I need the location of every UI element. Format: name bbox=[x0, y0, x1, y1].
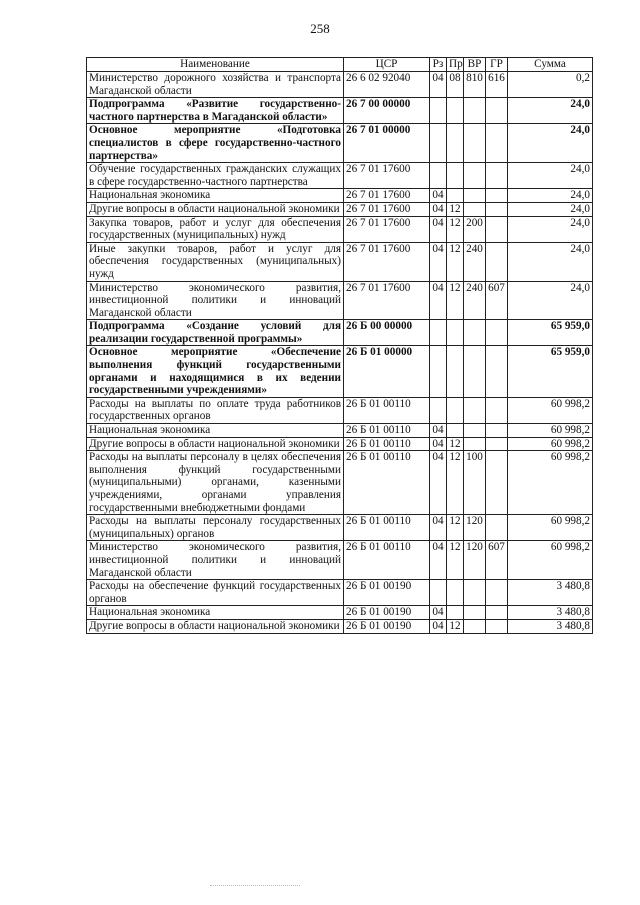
cell-rz bbox=[430, 320, 447, 346]
table-row bbox=[87, 216, 593, 242]
cell-csr: 26 6 02 92040 bbox=[344, 72, 430, 98]
table-row bbox=[87, 320, 593, 346]
cell-rz: 04 bbox=[430, 281, 447, 320]
cell-pr: 12 bbox=[447, 216, 464, 242]
cell-sum: 24,0 bbox=[508, 124, 593, 163]
cell-vr bbox=[464, 189, 486, 203]
cell-pr bbox=[447, 98, 464, 124]
cell-csr: 26 7 00 00000 bbox=[344, 98, 430, 124]
cell-gr bbox=[486, 619, 508, 633]
cell-name: Национальная экономика bbox=[87, 606, 344, 620]
cell-rz: 04 bbox=[430, 216, 447, 242]
cell-name: Основное мероприятие «Обеспечение выполнения функций государственными органами и находящимися в их ведении государственными учреждениями» bbox=[87, 346, 344, 397]
cell-name: Министерство экономического развития, инвестиционной политики и инноваций Магаданской области bbox=[87, 541, 344, 580]
cell-sum: 3 480,8 bbox=[508, 580, 593, 606]
cell-pr: 12 bbox=[447, 619, 464, 633]
cell-vr bbox=[464, 124, 486, 163]
cell-name: Другие вопросы в области национальной экономики bbox=[87, 202, 344, 216]
cell-rz: 04 bbox=[430, 541, 447, 580]
table-row bbox=[87, 346, 593, 397]
cell-csr: 26 Б 01 00190 bbox=[344, 619, 430, 633]
cell-rz bbox=[430, 98, 447, 124]
cell-sum: 24,0 bbox=[508, 189, 593, 203]
cell-gr bbox=[486, 424, 508, 438]
cell-gr bbox=[486, 98, 508, 124]
cell-rz: 04 bbox=[430, 606, 447, 620]
cell-gr bbox=[486, 451, 508, 515]
cell-name: Основное мероприятие «Подготовка специалистов в сфере государственно-частного партнерства» bbox=[87, 124, 344, 163]
cell-vr bbox=[464, 397, 486, 423]
cell-csr: 26 7 01 17600 bbox=[344, 281, 430, 320]
table-row bbox=[87, 606, 593, 620]
cell-name: Национальная экономика bbox=[87, 189, 344, 203]
cell-csr: 26 Б 01 00190 bbox=[344, 580, 430, 606]
cell-rz: 04 bbox=[430, 202, 447, 216]
cell-vr bbox=[464, 424, 486, 438]
cell-vr: 120 bbox=[464, 541, 486, 580]
table-row bbox=[87, 163, 593, 189]
cell-csr: 26 Б 01 00110 bbox=[344, 451, 430, 515]
cell-name: Иные закупки товаров, работ и услуг для обеспечения государственных (муниципальных) нужд bbox=[87, 242, 344, 281]
cell-rz: 04 bbox=[430, 242, 447, 281]
table-row bbox=[87, 424, 593, 438]
cell-vr: 100 bbox=[464, 451, 486, 515]
cell-gr bbox=[486, 202, 508, 216]
table-row bbox=[87, 541, 593, 580]
cell-sum: 3 480,8 bbox=[508, 619, 593, 633]
table-row bbox=[87, 437, 593, 451]
cell-name: Расходы на выплаты персоналу государственных (муниципальных) органов bbox=[87, 515, 344, 541]
cell-rz: 04 bbox=[430, 619, 447, 633]
table-row bbox=[87, 124, 593, 163]
cell-pr: 12 bbox=[447, 202, 464, 216]
cell-rz: 04 bbox=[430, 515, 447, 541]
cell-sum: 60 998,2 bbox=[508, 451, 593, 515]
cell-pr bbox=[447, 163, 464, 189]
cell-name: Другие вопросы в области национальной экономики bbox=[87, 437, 344, 451]
cell-gr bbox=[486, 242, 508, 281]
table-row bbox=[87, 281, 593, 320]
cell-vr: 810 bbox=[464, 72, 486, 98]
cell-gr bbox=[486, 346, 508, 397]
header-vr: ВР bbox=[464, 58, 486, 72]
cell-csr: 26 7 01 17600 bbox=[344, 163, 430, 189]
cell-name: Закупка товаров, работ и услуг для обеспечения государственных (муниципальных) нужд bbox=[87, 216, 344, 242]
cell-sum: 3 480,8 bbox=[508, 606, 593, 620]
cell-csr: 26 Б 01 00110 bbox=[344, 424, 430, 438]
cell-csr: 26 Б 01 00110 bbox=[344, 397, 430, 423]
cell-gr bbox=[486, 124, 508, 163]
cell-csr: 26 7 01 17600 bbox=[344, 189, 430, 203]
cell-vr bbox=[464, 320, 486, 346]
cell-pr: 12 bbox=[447, 515, 464, 541]
cell-gr bbox=[486, 189, 508, 203]
table-row bbox=[87, 619, 593, 633]
cell-csr: 26 Б 01 00000 bbox=[344, 346, 430, 397]
header-sum: Сумма bbox=[508, 58, 593, 72]
cell-vr: 120 bbox=[464, 515, 486, 541]
header-csr: ЦСР bbox=[344, 58, 430, 72]
cell-pr bbox=[447, 124, 464, 163]
budget-table bbox=[86, 57, 593, 634]
footer-rule bbox=[210, 885, 300, 886]
cell-rz: 04 bbox=[430, 437, 447, 451]
header-gr: ГР bbox=[486, 58, 508, 72]
table-row bbox=[87, 202, 593, 216]
cell-vr: 200 bbox=[464, 216, 486, 242]
cell-vr bbox=[464, 98, 486, 124]
cell-pr: 12 bbox=[447, 541, 464, 580]
cell-gr bbox=[486, 320, 508, 346]
cell-pr bbox=[447, 346, 464, 397]
cell-csr: 26 7 01 17600 bbox=[344, 202, 430, 216]
cell-pr: 12 bbox=[447, 451, 464, 515]
cell-vr bbox=[464, 202, 486, 216]
cell-sum: 0,2 bbox=[508, 72, 593, 98]
header-pr: Пр bbox=[447, 58, 464, 72]
cell-pr: 12 bbox=[447, 242, 464, 281]
cell-vr bbox=[464, 346, 486, 397]
table-row bbox=[87, 189, 593, 203]
cell-pr: 12 bbox=[447, 437, 464, 451]
cell-name: Министерство дорожного хозяйства и транспорта Магаданской области bbox=[87, 72, 344, 98]
cell-gr bbox=[486, 580, 508, 606]
header-row bbox=[87, 58, 593, 72]
cell-pr: 12 bbox=[447, 281, 464, 320]
table-row bbox=[87, 98, 593, 124]
table-row bbox=[87, 580, 593, 606]
cell-csr: 26 Б 01 00110 bbox=[344, 437, 430, 451]
cell-pr bbox=[447, 606, 464, 620]
cell-sum: 60 998,2 bbox=[508, 541, 593, 580]
cell-name: Министерство экономического развития, инвестиционной политики и инноваций Магаданской области bbox=[87, 281, 344, 320]
cell-csr: 26 Б 01 00110 bbox=[344, 541, 430, 580]
table-header bbox=[87, 58, 593, 72]
cell-rz bbox=[430, 163, 447, 189]
cell-name: Расходы на выплаты по оплате труда работников государственных органов bbox=[87, 397, 344, 423]
cell-name: Другие вопросы в области национальной экономики bbox=[87, 619, 344, 633]
cell-vr bbox=[464, 163, 486, 189]
cell-gr bbox=[486, 437, 508, 451]
cell-rz bbox=[430, 580, 447, 606]
cell-gr bbox=[486, 515, 508, 541]
cell-vr bbox=[464, 437, 486, 451]
table-row bbox=[87, 451, 593, 515]
cell-name: Расходы на обеспечение функций государственных органов bbox=[87, 580, 344, 606]
cell-gr: 607 bbox=[486, 541, 508, 580]
cell-sum: 24,0 bbox=[508, 163, 593, 189]
cell-sum: 24,0 bbox=[508, 202, 593, 216]
cell-pr bbox=[447, 320, 464, 346]
cell-rz bbox=[430, 124, 447, 163]
cell-rz bbox=[430, 397, 447, 423]
cell-vr bbox=[464, 606, 486, 620]
cell-csr: 26 Б 01 00190 bbox=[344, 606, 430, 620]
cell-name: Национальная экономика bbox=[87, 424, 344, 438]
cell-pr bbox=[447, 580, 464, 606]
cell-csr: 26 7 01 17600 bbox=[344, 242, 430, 281]
cell-gr bbox=[486, 606, 508, 620]
table-row bbox=[87, 397, 593, 423]
cell-vr: 240 bbox=[464, 242, 486, 281]
cell-sum: 24,0 bbox=[508, 281, 593, 320]
cell-vr bbox=[464, 580, 486, 606]
cell-sum: 65 959,0 bbox=[508, 320, 593, 346]
cell-pr bbox=[447, 397, 464, 423]
cell-name: Подпрограмма «Создание условий для реализации государственной программы» bbox=[87, 320, 344, 346]
page-number: 258 bbox=[310, 21, 330, 36]
cell-gr: 607 bbox=[486, 281, 508, 320]
cell-rz: 04 bbox=[430, 72, 447, 98]
cell-sum: 60 998,2 bbox=[508, 397, 593, 423]
table-row bbox=[87, 242, 593, 281]
cell-csr: 26 Б 00 00000 bbox=[344, 320, 430, 346]
cell-sum: 60 998,2 bbox=[508, 515, 593, 541]
cell-sum: 60 998,2 bbox=[508, 437, 593, 451]
cell-pr bbox=[447, 424, 464, 438]
cell-pr bbox=[447, 189, 464, 203]
table-row bbox=[87, 515, 593, 541]
cell-rz: 04 bbox=[430, 451, 447, 515]
table-body bbox=[87, 72, 593, 634]
cell-name: Подпрограмма «Развитие государственно-частного партнерства в Магаданской области» bbox=[87, 98, 344, 124]
cell-name: Обучение государственных гражданских служащих в сфере государственно-частного партнерства bbox=[87, 163, 344, 189]
cell-name: Расходы на выплаты персоналу в целях обеспечения выполнения функций государственными (муниципальными) органами, казенными учреждениями, органами управления государственными внебюджетными фондами bbox=[87, 451, 344, 515]
cell-sum: 24,0 bbox=[508, 216, 593, 242]
cell-csr: 26 7 01 17600 bbox=[344, 216, 430, 242]
cell-gr bbox=[486, 397, 508, 423]
table-row bbox=[87, 72, 593, 98]
header-name: Наименование bbox=[87, 58, 344, 72]
cell-rz: 04 bbox=[430, 189, 447, 203]
cell-gr: 616 bbox=[486, 72, 508, 98]
header-rz: Рз bbox=[430, 58, 447, 72]
cell-sum: 24,0 bbox=[508, 242, 593, 281]
cell-sum: 65 959,0 bbox=[508, 346, 593, 397]
cell-rz bbox=[430, 346, 447, 397]
cell-gr bbox=[486, 163, 508, 189]
cell-pr: 08 bbox=[447, 72, 464, 98]
cell-rz: 04 bbox=[430, 424, 447, 438]
cell-gr bbox=[486, 216, 508, 242]
cell-vr bbox=[464, 619, 486, 633]
cell-csr: 26 Б 01 00110 bbox=[344, 515, 430, 541]
cell-csr: 26 7 01 00000 bbox=[344, 124, 430, 163]
cell-sum: 24,0 bbox=[508, 98, 593, 124]
cell-sum: 60 998,2 bbox=[508, 424, 593, 438]
cell-vr: 240 bbox=[464, 281, 486, 320]
